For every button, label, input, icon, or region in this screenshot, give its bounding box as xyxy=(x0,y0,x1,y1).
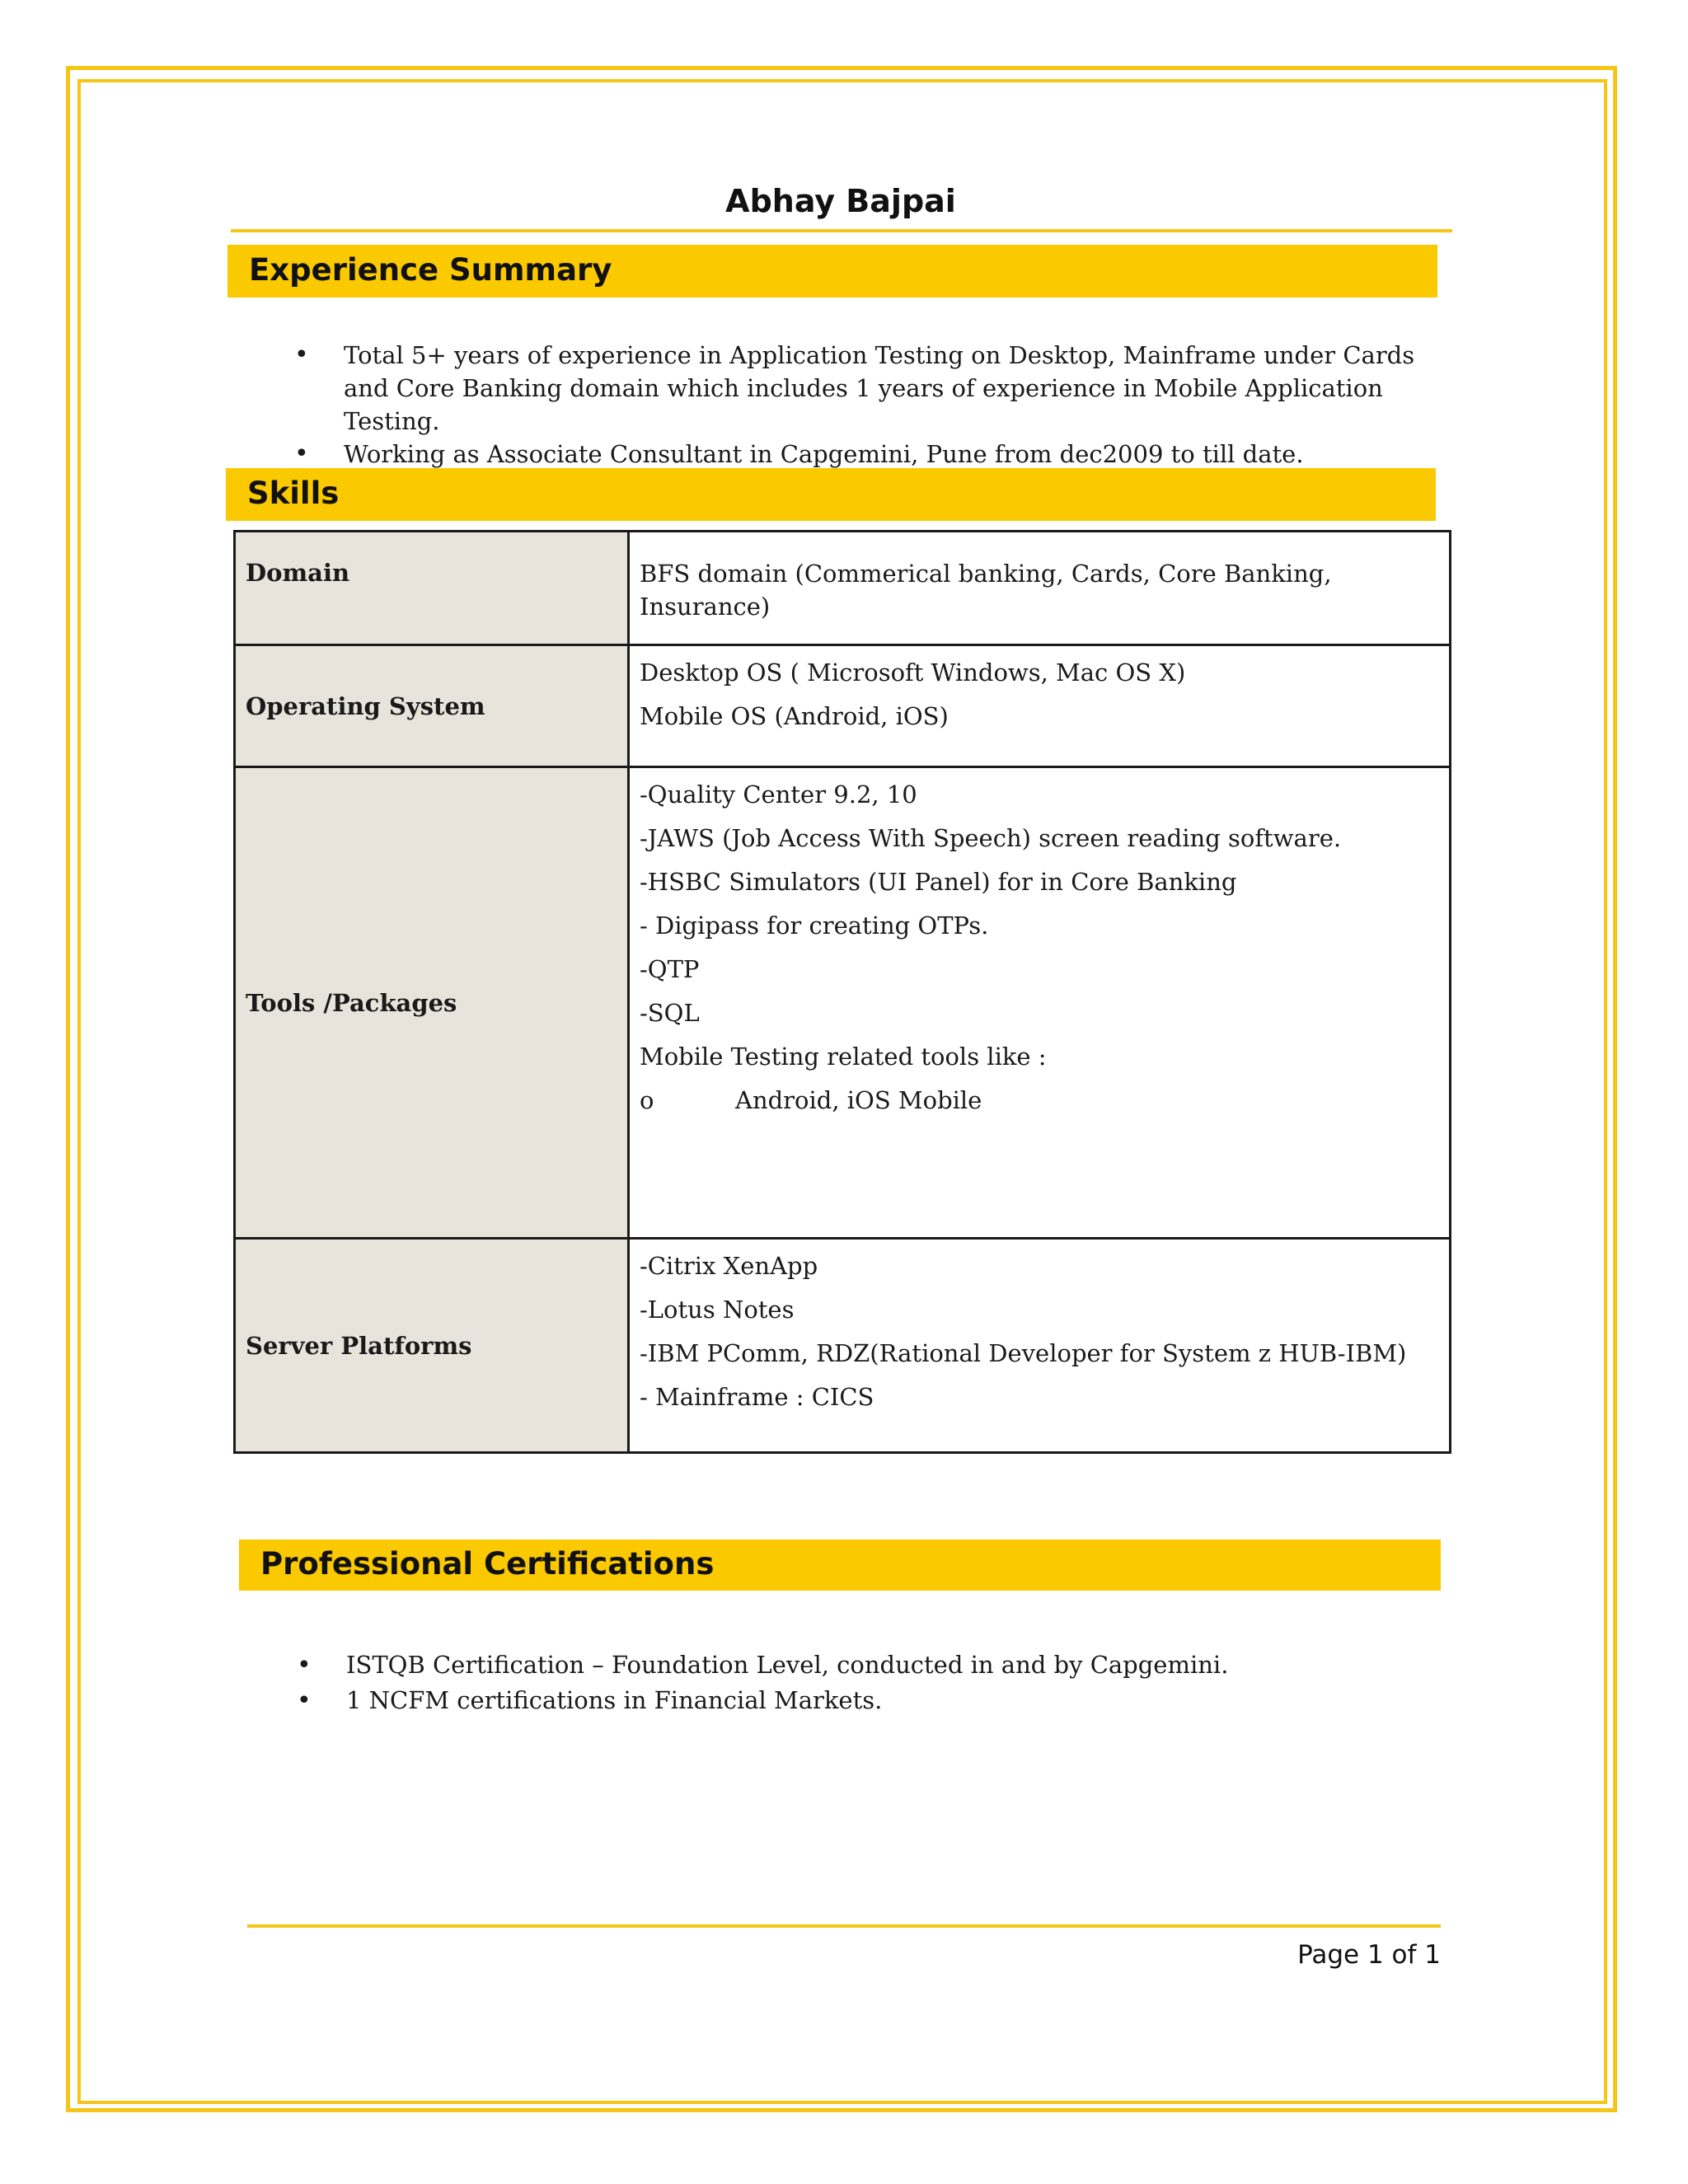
experience-list xyxy=(294,339,1415,471)
skills-value: - Digipass for creating OTPs. xyxy=(640,912,989,940)
experience-section-title: Experience Summary xyxy=(249,252,612,288)
skills-value: BFS domain (Commerical banking, Cards, Core Banking, Insurance) xyxy=(640,560,1332,621)
skills-section-bar xyxy=(226,468,1436,521)
skills-row-os xyxy=(235,645,1451,767)
skills-value: -SQL xyxy=(640,999,700,1027)
skills-label: Server Platforms xyxy=(235,1239,629,1453)
skills-row-tools xyxy=(235,767,1451,1239)
skills-sub-item-text: Android, iOS Mobile xyxy=(735,1086,982,1114)
skills-row-domain xyxy=(235,532,1451,645)
experience-item-text: Working as Associate Consultant in Capgemini, Pune from dec2009 to till date. xyxy=(344,440,1304,468)
bullet-dot-icon: • xyxy=(294,439,309,468)
skills-value-cell xyxy=(629,645,1451,767)
skills-value-cell xyxy=(629,532,1451,645)
skills-value: -QTP xyxy=(640,955,700,983)
bullet-dot-icon: • xyxy=(297,1651,312,1680)
skills-value-cell xyxy=(629,1239,1451,1453)
bullet-dot-icon: • xyxy=(297,1686,312,1715)
certification-item xyxy=(297,1647,1418,1683)
certification-item xyxy=(297,1683,1418,1718)
skills-table xyxy=(233,530,1451,1454)
certifications-list xyxy=(297,1647,1418,1718)
skills-label: Tools /Packages xyxy=(235,767,629,1239)
experience-item xyxy=(294,438,1415,471)
certifications-section-title: Professional Certifications xyxy=(260,1546,715,1582)
skills-value: Mobile Testing related tools like : xyxy=(640,1043,1047,1071)
skills-sub-item xyxy=(640,1084,1449,1117)
skills-value-cell xyxy=(629,767,1451,1239)
certification-item-text: ISTQB Certification – Foundation Level, conducted in and by Capgemini. xyxy=(346,1651,1229,1679)
skills-value: -Lotus Notes xyxy=(640,1296,795,1324)
skills-value: -HSBC Simulators (UI Panel) for in Core Banking xyxy=(640,868,1237,896)
skills-row-server xyxy=(235,1239,1451,1453)
bullet-dot-icon: • xyxy=(294,340,309,369)
candidate-name: Abhay Bajpai xyxy=(725,183,956,219)
skills-value: -JAWS (Job Access With Speech) screen reading software. xyxy=(640,824,1342,852)
experience-item xyxy=(294,339,1415,438)
skills-value: -Quality Center 9.2, 10 xyxy=(640,780,917,808)
skills-value: Desktop OS ( Microsoft Windows, Mac OS X) xyxy=(640,658,1186,687)
skills-label: Domain xyxy=(235,532,629,645)
certification-item-text: 1 NCFM certifications in Financial Markets. xyxy=(346,1686,883,1714)
skills-value: -Citrix XenApp xyxy=(640,1252,818,1280)
name-underline xyxy=(231,229,1452,232)
footer-rule xyxy=(247,1924,1441,1928)
experience-item-text: Total 5+ years of experience in Application Testing on Desktop, Mainframe under Cards and Core Banking domain which includes 1 years of experience in Mobile Application Testing. xyxy=(344,341,1415,435)
skills-value: -IBM PComm, RDZ(Rational Developer for System z HUB-IBM) xyxy=(640,1339,1407,1367)
skills-section-title: Skills xyxy=(247,476,340,511)
page-number: Page 1 of 1 xyxy=(1297,1940,1441,1970)
skills-value: - Mainframe : CICS xyxy=(640,1383,874,1411)
skills-value: Mobile OS (Android, iOS) xyxy=(640,702,949,730)
circle-bullet-icon: o xyxy=(640,1086,654,1114)
skills-label: Operating System xyxy=(235,645,629,767)
